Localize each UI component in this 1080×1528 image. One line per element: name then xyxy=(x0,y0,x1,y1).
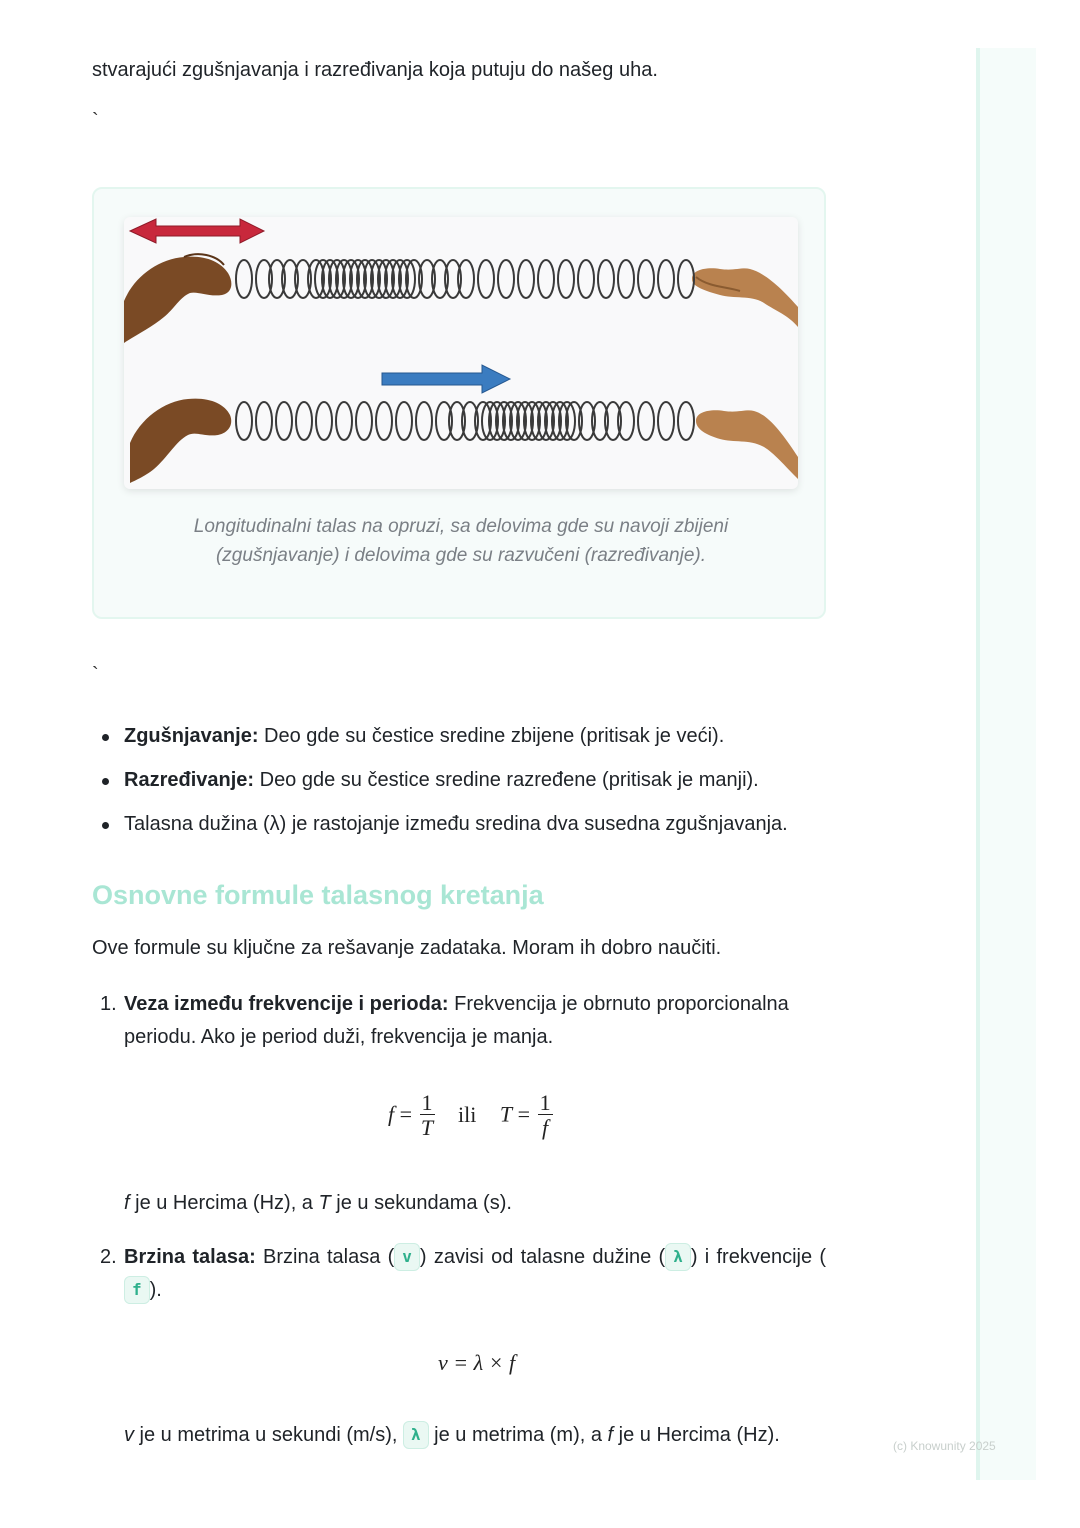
spring-coil xyxy=(236,260,252,298)
item-2-note xyxy=(124,1419,780,1452)
red-double-arrow-icon xyxy=(130,219,264,243)
item-term: Brzina talasa: xyxy=(124,1246,256,1268)
item-desc: ) zavisi od talasne dužine ( xyxy=(419,1246,666,1268)
bullet-term: Razređivanje: xyxy=(124,769,255,791)
note-symbol: v xyxy=(124,1424,134,1446)
left-hand-bottom-icon xyxy=(130,399,231,483)
note-symbol: f xyxy=(124,1192,130,1214)
formula-or: ili xyxy=(458,1101,477,1127)
spring-coil xyxy=(558,260,574,298)
bullet-text: Talasna dužina (λ) je rastojanje između sredina dva susedna zgušnjavanja. xyxy=(124,813,788,835)
denominator: f xyxy=(542,1115,549,1140)
spring-coil xyxy=(256,402,272,440)
formula-symbol: f xyxy=(388,1101,395,1127)
backtick-top: ` xyxy=(92,110,99,132)
spring-coil xyxy=(276,402,292,440)
item-term: Veza između frekvencije i perioda: xyxy=(124,993,449,1015)
list-item xyxy=(92,764,832,797)
item-desc: ). xyxy=(149,1279,162,1301)
note-symbol: T xyxy=(318,1192,331,1214)
numerator: 1 xyxy=(421,1090,433,1115)
note-text: je u Hercima (Hz), a xyxy=(129,1192,319,1214)
slinky-diagram xyxy=(124,217,798,489)
note-text: je u metrima (m), a xyxy=(428,1424,608,1446)
slinky-illustration xyxy=(124,217,798,489)
spring-coil xyxy=(356,402,372,440)
item-1-note xyxy=(124,1187,512,1220)
item-text xyxy=(124,988,826,1054)
item-text xyxy=(124,1241,826,1307)
spring-coil xyxy=(658,402,674,440)
backtick-bottom: ` xyxy=(92,664,99,686)
bullet-list xyxy=(92,720,832,852)
bullet-term: Zgušnjavanje: xyxy=(124,725,259,747)
spring-coil xyxy=(578,260,594,298)
formula-eq: = xyxy=(399,1101,413,1127)
fraction xyxy=(538,1092,553,1141)
spring-coil xyxy=(296,402,312,440)
footer-copyright: (c) Knowunity 2025 xyxy=(893,1439,996,1453)
spring-coil xyxy=(638,260,654,298)
formula-velocity: v = λ × f xyxy=(438,1350,516,1375)
spring-coil xyxy=(638,402,654,440)
denominator: T xyxy=(420,1115,434,1140)
spring-coil xyxy=(316,402,332,440)
spring-coil xyxy=(236,402,252,440)
note-text: je u metrima u sekundi (m/s), xyxy=(134,1424,403,1446)
formula-symbol: T xyxy=(499,1101,513,1127)
right-hand-top-icon xyxy=(692,268,798,327)
bullet-text: Deo gde su čestice sredine zbijene (pritisak je veći). xyxy=(258,725,725,747)
inline-code-f: f xyxy=(124,1276,150,1304)
spring-coil xyxy=(678,260,694,298)
inline-code-v: v xyxy=(394,1243,420,1271)
note-text: je u sekundama (s). xyxy=(330,1192,512,1214)
item-number: 1. xyxy=(100,993,117,1015)
bullet-text: Deo gde su čestice sredine razređene (pritisak je manji). xyxy=(254,769,759,791)
right-sidebar-rail xyxy=(976,48,1036,1480)
formula-f-T xyxy=(388,1092,555,1141)
spring-coil xyxy=(658,260,674,298)
spring-coil xyxy=(518,260,534,298)
spring-coil xyxy=(598,260,614,298)
spring-coil xyxy=(498,260,514,298)
spring-bottom xyxy=(236,402,694,440)
item-number: 2. xyxy=(100,1246,117,1268)
figure-card xyxy=(92,187,826,619)
item-desc: Brzina talasa ( xyxy=(255,1246,395,1268)
formula-eq: = xyxy=(517,1101,531,1127)
item-desc: ) i frekvencije ( xyxy=(690,1246,826,1268)
blue-arrow-icon xyxy=(382,365,510,393)
spring-coil xyxy=(376,402,392,440)
intro-line: stvarajući zgušnjavanja i razređivanja koja putuju do našeg uha. xyxy=(92,59,658,81)
list-item xyxy=(92,720,832,753)
spring-coil xyxy=(416,402,432,440)
spring-coil xyxy=(538,260,554,298)
spring-coil xyxy=(336,402,352,440)
right-hand-bottom-icon xyxy=(696,410,798,479)
inline-code-lambda: λ xyxy=(403,1421,429,1449)
spring-coil xyxy=(396,402,412,440)
spring-coil xyxy=(678,402,694,440)
note-text: je u Hercima (Hz). xyxy=(613,1424,780,1446)
figure-caption: Longitudinalni talas na opruzi, sa delovima gde su navoji zbijeni (zgušnjavanje) i delovima gde su razvučeni (razređivanje). xyxy=(193,516,729,566)
spring-coil xyxy=(618,260,634,298)
fraction xyxy=(420,1092,435,1141)
section-title: Osnovne formule talasnog kretanja xyxy=(92,880,544,910)
list-item xyxy=(92,808,832,841)
numerator: 1 xyxy=(539,1090,551,1115)
spring-coil xyxy=(478,260,494,298)
item-desc: Frekvencija je obrnuto proporcionalna periodu. Ako je period duži, frekvencija je manja. xyxy=(124,993,789,1048)
note-symbol: f xyxy=(607,1424,614,1446)
spring-top xyxy=(236,260,694,298)
inline-code-lambda: λ xyxy=(665,1243,691,1271)
section-intro: Ove formule su ključne za rešavanje zadataka. Moram ih dobro naučiti. xyxy=(92,937,722,959)
left-hand-top-icon xyxy=(124,254,231,343)
